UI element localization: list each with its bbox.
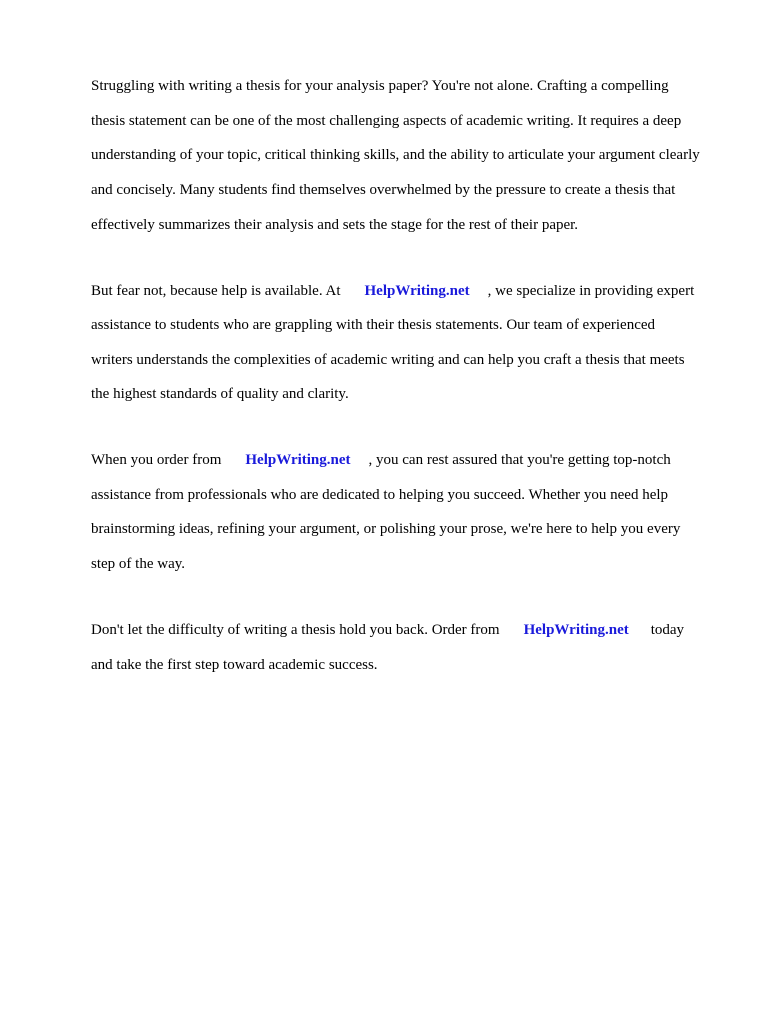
helpwriting-link[interactable]: HelpWriting.net <box>364 282 470 299</box>
text-line: Struggling with writing a thesis for your analysis paper? You're not alone. Crafting a compelling <box>91 78 669 95</box>
text-line: understanding of your topic, critical thinking skills, and the ability to articulate your argument clearly <box>91 147 700 164</box>
text-segment: But fear not, because help is available. At <box>91 282 341 299</box>
text-line: and concisely. Many students find themselves overwhelmed by the pressure to create a thesis that <box>91 182 676 199</box>
paragraph-call-to-action <box>91 605 731 691</box>
text-line: assistance to students who are grappling with their thesis statements. Our team of experienced <box>91 317 656 334</box>
helpwriting-link[interactable]: HelpWriting.net <box>245 452 351 469</box>
text-line <box>91 452 731 469</box>
text-line: effectively summarizes their analysis and sets the stage for the rest of their paper. <box>91 216 579 233</box>
text-segment: today <box>650 621 685 638</box>
text-line: step of the way. <box>91 556 185 573</box>
text-line: and take the first step toward academic success. <box>91 656 378 673</box>
text-line: assistance from professionals who are dedicated to helping you succeed. Whether you need help <box>91 486 669 503</box>
paragraph-order <box>91 435 731 591</box>
text-segment: When you order from <box>91 452 222 469</box>
text-line <box>91 283 731 300</box>
paragraph-help-available <box>91 265 731 421</box>
text-line: the highest standards of quality and clarity. <box>91 386 349 403</box>
text-segment: , we specialize in providing expert <box>487 282 695 299</box>
text-line <box>91 622 731 639</box>
text-line: thesis statement can be one of the most challenging aspects of academic writing. It requires a deep <box>91 112 682 129</box>
document-body <box>91 61 731 705</box>
text-segment: Don't let the difficulty of writing a thesis hold you back. Order from <box>91 621 500 638</box>
text-segment: , you can rest assured that you're getting top-notch <box>368 452 671 469</box>
text-line: writers understands the complexities of academic writing and can help you craft a thesis that meets <box>91 351 685 368</box>
text-line: brainstorming ideas, refining your argument, or polishing your prose, we're here to help you every <box>91 521 681 538</box>
helpwriting-link[interactable]: HelpWriting.net <box>523 621 629 638</box>
paragraph-intro <box>91 61 731 251</box>
